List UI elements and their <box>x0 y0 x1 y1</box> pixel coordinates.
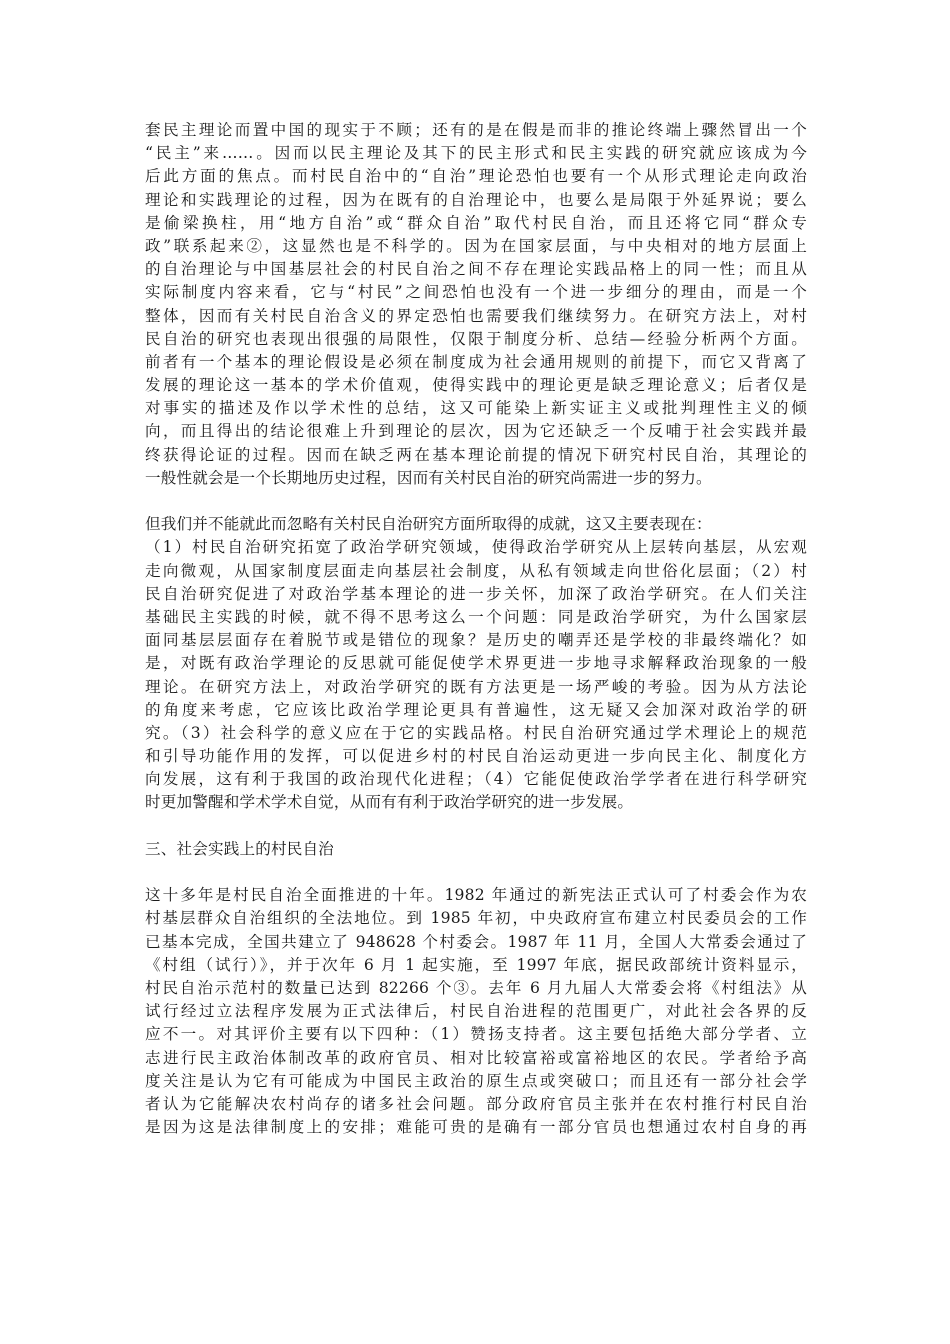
text-line: 向发展，这有利于我国的政治现代化进程；（4）它能促使政治学学者在进行科学研究 <box>145 770 807 789</box>
text-line: 但我们并不能就此而忽略有关村民自治研究方面所取得的成就，这又主要表现在： <box>145 515 712 534</box>
text-line: 民自治的研究也表现出很强的局限性，仅限于制度分析、总结—经验分析两个方面。 <box>145 329 807 348</box>
text-line: 应不一。对其评价主要有以下四种：（1）赞扬支持者。这主要包括绝大部分学者、立 <box>145 1025 807 1044</box>
section-title: 三、社会实践上的村民自治 <box>145 839 334 858</box>
paragraph <box>145 119 807 490</box>
text-line: 的角度来考虑，它应该比政治学理论更具有普遍性，这无疑又会加深对政治学的研 <box>145 700 807 719</box>
text-line: 究。（3）社会科学的意义应在于它的实践品格。村民自治研究通过学术理论上的规范 <box>145 723 807 742</box>
text-line: 村基层群众自治组织的全法地位。到 1985 年初，中央政府宣布建立村民委员会的工作 <box>145 909 807 928</box>
paragraph <box>145 513 807 814</box>
text-line: 理论和实践理论的过程，因为在既有的自治理论中，也要么是局限于外延界说；要么 <box>145 190 807 209</box>
text-line: 一般性就会是一个长期地历史过程，因而有关村民自治的研究尚需进一步的努力。 <box>145 468 712 487</box>
text-line: 和引导功能作用的发挥，可以促进乡村的村民自治运动更进一步向民主化、制度化方 <box>145 747 807 766</box>
text-line: 民自治研究促进了对政治学基本理论的进一步关怀，加深了政治学研究。在人们关注 <box>145 584 807 603</box>
text-line: 是因为这是法律制度上的安排；难能可贵的是确有一部分官员也想通过农村自身的再 <box>145 1118 807 1137</box>
paragraph-gap <box>145 861 807 884</box>
paragraph-gap <box>145 490 807 513</box>
text-line: 后此方面的焦点。而村民自治中的“自治”理论恐怕也要有一个从形式理论走向政治 <box>145 167 807 186</box>
text-line: 实际制度内容来看，它与“村民”之间恐怕也没有一个进一步细分的理由，而是一个 <box>145 283 807 302</box>
text-line: 政”联系起来②，这显然也是不科学的。因为在国家层面，与中央相对的地方层面上 <box>145 236 807 255</box>
text-line: 终获得论证的过程。因而在缺乏两在基本理论前提的情况下研究村民自治，其理论的 <box>145 445 807 464</box>
text-line: 的自治理论与中国基层社会的村民自治之间不存在理论实践品格上的同一性；而且从 <box>145 260 807 279</box>
paragraph-gap <box>145 815 807 838</box>
text-line: 发展的理论这一基本的学术价值观，使得实践中的理论更是缺乏理论意义；后者仅是 <box>145 376 807 395</box>
text-line: 时更加警醒和学术学术自觉，从而有有利于政治学研究的进一步发展。 <box>145 793 634 812</box>
text-line: 向，而且得出的结论很难上升到理论的层次，因为它还缺乏一个反哺于社会实践并最 <box>145 422 807 441</box>
text-line: 是，对既有政治学理论的反思就可能促使学术界更进一步地寻求解释政治现象的一般 <box>145 654 807 673</box>
text-line: 这十多年是村民自治全面推进的十年。1982 年通过的新宪法正式认可了村委会作为农 <box>145 886 807 905</box>
text-line: 度关注是认为它有可能成为中国民主政治的原生点或突破口；而且还有一部分社会学 <box>145 1071 807 1090</box>
text-line: 是偷梁换柱，用“地方自治”或“群众自治”取代村民自治，而且还将它同“群众专 <box>145 213 807 232</box>
text-line: 整体，因而有关村民自治含义的界定恐怕也需要我们继续努力。在研究方法上，对村 <box>145 306 807 325</box>
text-line: 村民自治示范村的数量已达到 82266 个③。去年 6 月九届人大常委会将《村组法》从 <box>145 978 807 997</box>
document-body <box>145 119 807 1139</box>
text-line: 基础民主实践的时候，就不得不思考这么一个问题：同是政治学研究，为什么国家层 <box>145 607 807 626</box>
paragraph <box>145 884 807 1139</box>
text-line: 套民主理论而置中国的现实于不顾；还有的是在假是而非的推论终端上骤然冒出一个 <box>145 121 807 139</box>
text-line: 已基本完成，全国共建立了 948628 个村委会。1987 年 11 月，全国人大常委会通过了 <box>145 932 807 951</box>
text-line: 志进行民主政治体制改革的政府官员、相对比较富裕或富裕地区的农民。学者给予高 <box>145 1048 807 1067</box>
section-heading <box>145 838 807 861</box>
text-line: “民主”来……。因而以民主理论及其下的民主形式和民主实践的研究就应该成为今 <box>145 144 807 163</box>
text-line: 理论。在研究方法上，对政治学研究的既有方法更是一场严峻的考验。因为从方法论 <box>145 677 807 696</box>
text-line: 走向微观，从国家制度层面走向基层社会制度，从私有领域走向世俗化层面；（2）村 <box>145 561 807 580</box>
text-line: （1）村民自治研究拓宽了政治学研究领域，使得政治学研究从上层转向基层，从宏观 <box>145 538 807 557</box>
text-line: 者认为它能解决农村尚存的诸多社会问题。部分政府官员主张并在农村推行村民自治 <box>145 1094 807 1113</box>
text-line: 前者有一个基本的理论假设是必须在制度成为社会通用规则的前提下，而它又背离了 <box>145 352 807 371</box>
text-line: 试行经过立法程序发展为正式法律后，村民自治进程的范围更广，对此社会各界的反 <box>145 1002 807 1021</box>
text-line: 《村组（试行）》，并于次年 6 月 1 起实施，至 1997 年底，据民政部统计资料显示， <box>145 955 807 974</box>
text-line: 对事实的描述及作以学术性的总结，这又可能染上新实证主义或批判理性主义的倾 <box>145 399 807 418</box>
text-line: 面同基层层面存在着脱节或是错位的现象？是历史的嘲弄还是学校的非最终端化？如 <box>145 631 807 650</box>
